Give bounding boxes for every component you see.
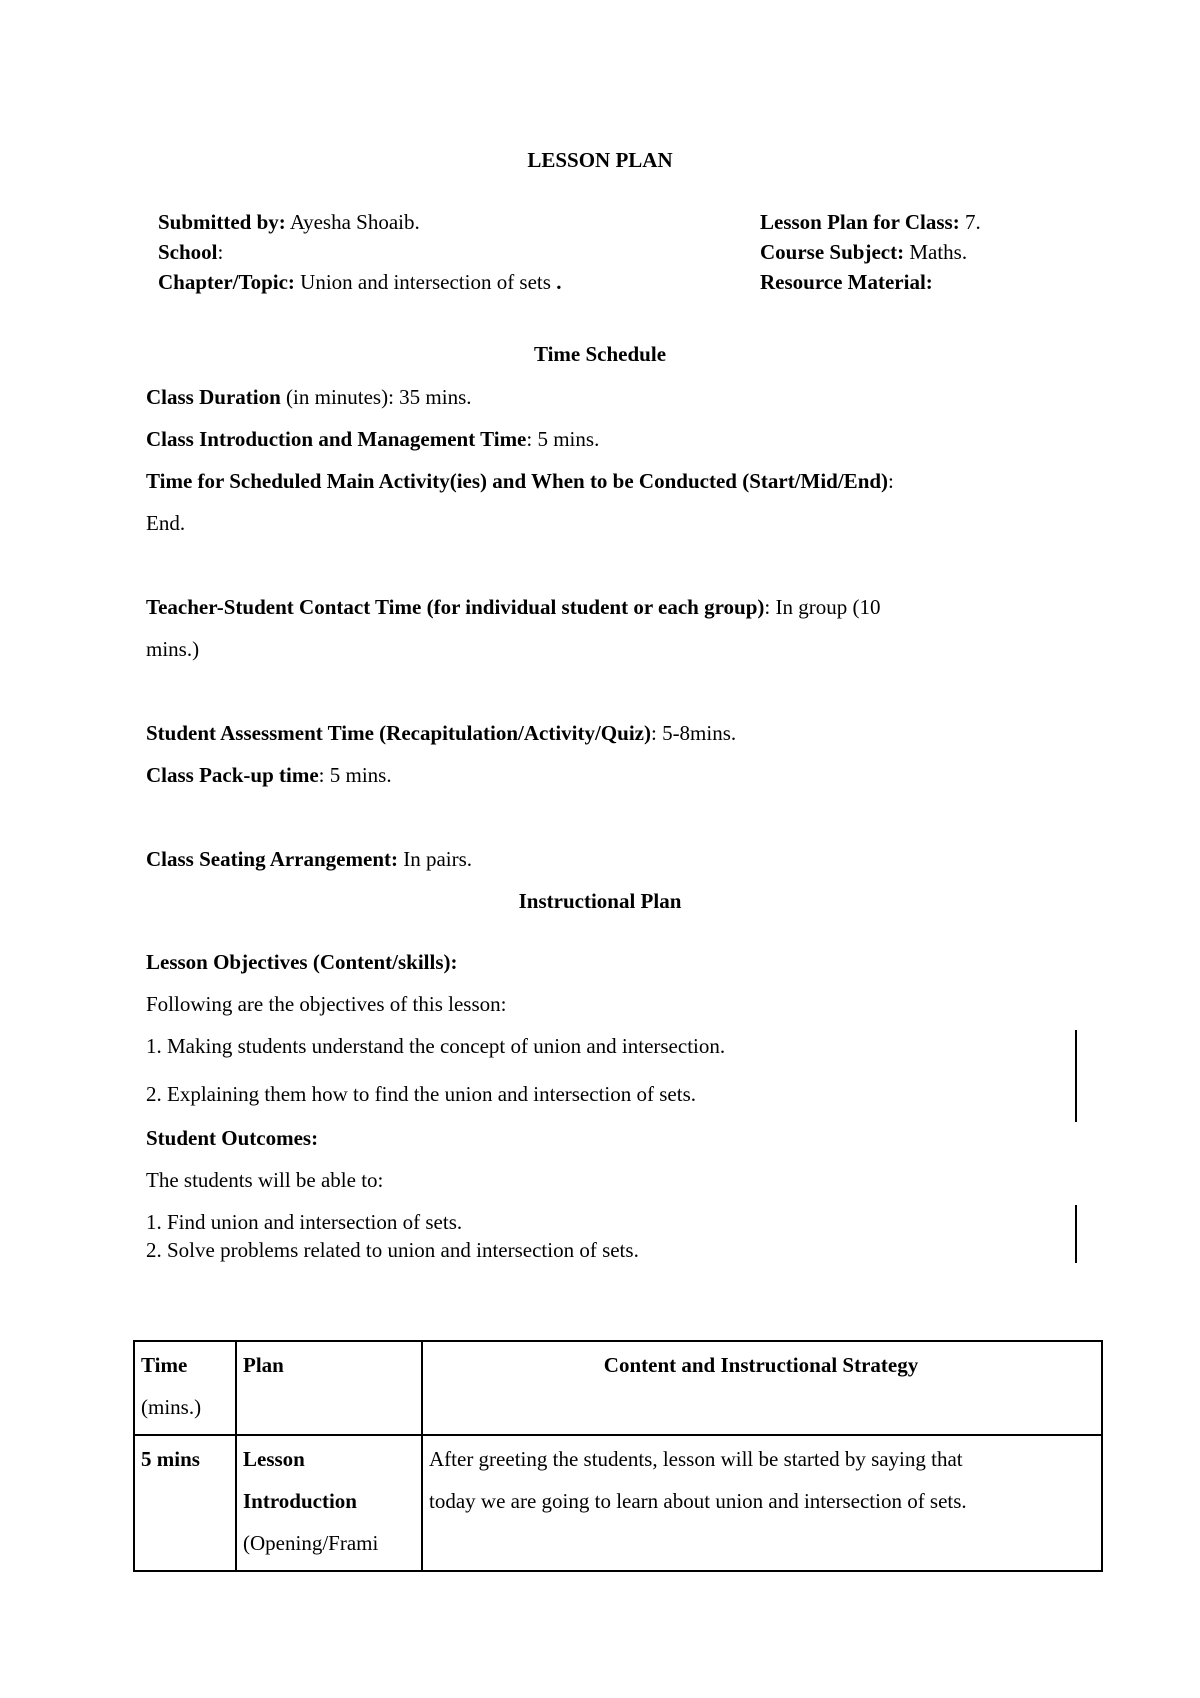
school-value: : bbox=[217, 240, 224, 264]
time-schedule-heading: Time Schedule bbox=[533, 342, 667, 366]
class-value: 7. bbox=[959, 210, 981, 234]
objectives-label: Lesson Objectives (Content/skills): bbox=[146, 950, 458, 974]
class-line bbox=[760, 210, 981, 235]
assessment-time-line bbox=[146, 721, 736, 746]
objectives-intro: Following are the objectives of this lesson: bbox=[146, 992, 507, 1016]
chapter-line bbox=[158, 270, 561, 295]
lesson-plan-table bbox=[133, 1340, 1103, 1572]
contact-time-value: : In group (10 bbox=[764, 595, 881, 619]
chapter-value: Union and intersection of sets bbox=[294, 270, 557, 294]
class-label: Lesson Plan for Class: bbox=[760, 210, 960, 234]
subject-value: Maths. bbox=[904, 240, 968, 264]
school-label: School bbox=[158, 240, 218, 264]
header-time: Time (mins.) bbox=[134, 1341, 236, 1435]
cell-plan: Lesson Introduction (Opening/Frami bbox=[236, 1435, 422, 1571]
instructional-plan-heading: Instructional Plan bbox=[518, 889, 682, 913]
resource-line bbox=[760, 270, 933, 295]
assessment-time-value: : 5-8mins. bbox=[650, 721, 737, 745]
submitted-by-value: Ayesha Shoaib. bbox=[285, 210, 420, 234]
header-plan: Plan bbox=[236, 1341, 422, 1435]
table-row bbox=[134, 1435, 1102, 1571]
header-content: Content and Instructional Strategy bbox=[422, 1341, 1102, 1435]
intro-time-label: Class Introduction and Management Time bbox=[146, 427, 527, 451]
margin-bar bbox=[1075, 1030, 1077, 1122]
main-activity-colon: : bbox=[888, 469, 894, 493]
contact-time-line bbox=[146, 595, 880, 620]
page-title: LESSON PLAN bbox=[527, 148, 673, 172]
submitted-by-label: Submitted by: bbox=[158, 210, 286, 234]
class-duration-label: Class Duration bbox=[146, 385, 281, 409]
contact-time-label: Teacher-Student Contact Time (for individual student or each group) bbox=[146, 595, 765, 619]
resource-label: Resource Material: bbox=[760, 270, 933, 294]
main-activity-line bbox=[146, 469, 894, 494]
main-activity-value: End. bbox=[146, 511, 186, 535]
assessment-time-label: Student Assessment Time (Recapitulation/Activity/Quiz) bbox=[146, 721, 651, 745]
outcomes-intro: The students will be able to: bbox=[146, 1168, 384, 1192]
intro-time-line bbox=[146, 427, 599, 452]
cell-content: After greeting the students, lesson will be started by saying that today we are going to learn about union and intersection of sets. bbox=[422, 1435, 1102, 1571]
contact-time-value-cont: mins.) bbox=[146, 637, 200, 661]
intro-time-value: : 5 mins. bbox=[526, 427, 600, 451]
school-line bbox=[158, 240, 223, 265]
seating-line bbox=[146, 847, 472, 872]
table-header-row bbox=[134, 1341, 1102, 1435]
chapter-period: . bbox=[556, 270, 562, 294]
chapter-label: Chapter/Topic: bbox=[158, 270, 295, 294]
outcome-item: 2. Solve problems related to union and intersection of sets. bbox=[146, 1238, 639, 1262]
objective-item: 2. Explaining them how to find the union and intersection of sets. bbox=[146, 1082, 696, 1106]
seating-value: In pairs. bbox=[397, 847, 473, 871]
margin-bar bbox=[1075, 1205, 1077, 1263]
objective-item: 1. Making students understand the concept of union and intersection. bbox=[146, 1034, 726, 1058]
class-duration-line bbox=[146, 385, 472, 410]
cell-time: 5 mins bbox=[134, 1435, 236, 1571]
main-activity-label: Time for Scheduled Main Activity(ies) and When to be Conducted (Start/Mid/End) bbox=[146, 469, 889, 493]
outcomes-label: Student Outcomes: bbox=[146, 1126, 319, 1150]
outcome-item: 1. Find union and intersection of sets. bbox=[146, 1210, 463, 1234]
packup-time-value: : 5 mins. bbox=[318, 763, 392, 787]
packup-time-label: Class Pack-up time bbox=[146, 763, 319, 787]
subject-line bbox=[760, 240, 967, 265]
class-duration-value: (in minutes): 35 mins. bbox=[280, 385, 472, 409]
seating-label: Class Seating Arrangement: bbox=[146, 847, 398, 871]
packup-time-line bbox=[146, 763, 392, 788]
subject-label: Course Subject: bbox=[760, 240, 905, 264]
submitted-by-line bbox=[158, 210, 420, 235]
